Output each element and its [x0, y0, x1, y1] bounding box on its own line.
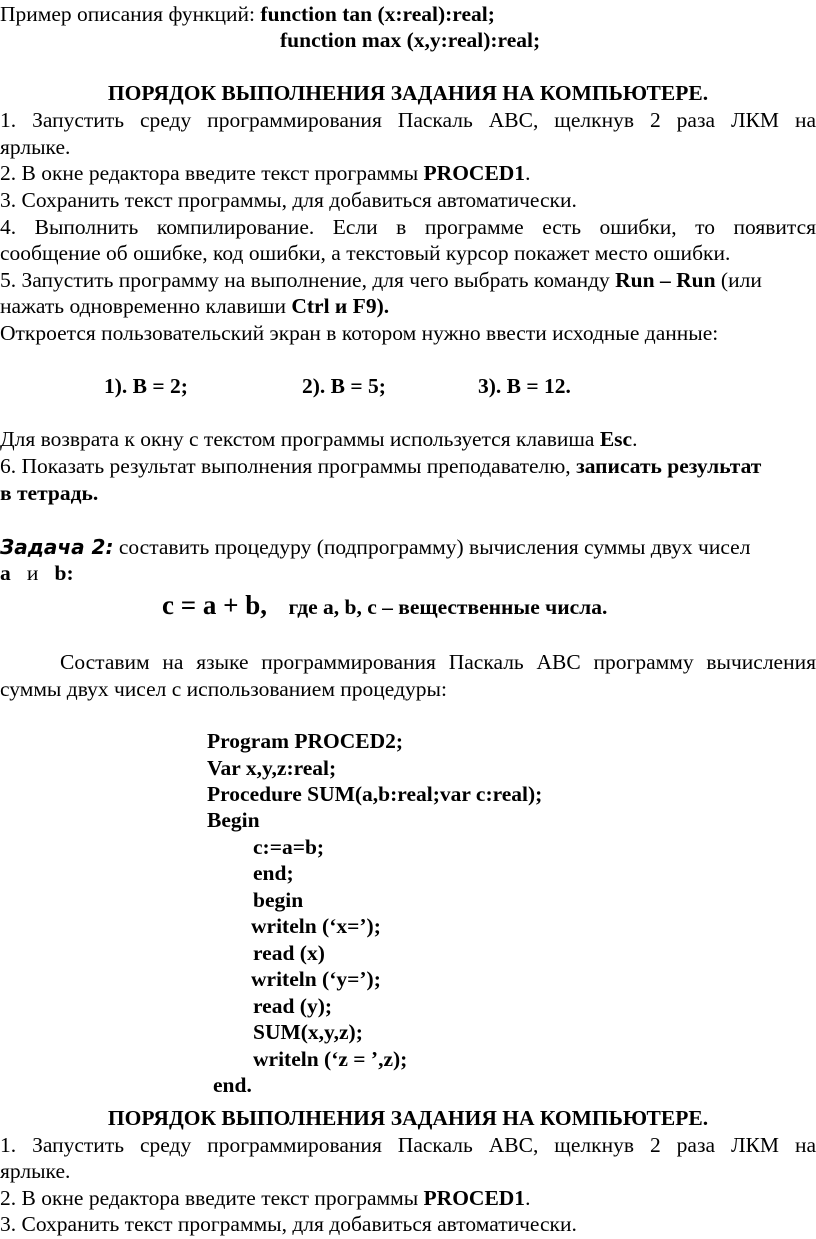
esc-key: Esc — [599, 427, 633, 451]
code-line: writeln (‘x=’); — [251, 914, 381, 938]
step-5-cont: нажать одновременно клавиши Ctrl и F9). — [0, 294, 390, 318]
input-value-3: 3). B = 12. — [478, 374, 571, 398]
code-line: begin — [253, 888, 304, 912]
section-heading-2: ПОРЯДОК ВЫПОЛНЕНИЯ ЗАДАНИЯ НА КОМПЬЮТЕРЕ. — [107, 1106, 709, 1130]
function-max: function max (x,y:real):real; — [280, 28, 541, 52]
code-line: SUM(x,y,z); — [253, 1020, 363, 1044]
intro-prefix: Пример описания функций: — [0, 2, 261, 26]
intro-line — [0, 1, 495, 28]
step-2: 2. В окне редактора введите текст программы PROCED1. — [0, 161, 531, 185]
intro-line-2 — [280, 27, 540, 54]
code-line: Begin — [207, 808, 260, 832]
formula — [162, 592, 607, 621]
program-name: PROCED1 — [423, 1186, 526, 1210]
code-line: end; — [253, 861, 294, 885]
step-1-cont: ярлыке. — [0, 135, 71, 159]
step-1: 1. Запустить среду программирования Паскаль АВС, щелкнув 2 раза ЛКМ на — [0, 1133, 816, 1157]
step-3: 3. Сохранить текст программы, для добавиться автоматически. — [0, 1212, 577, 1236]
function-tan: function tan (x:real):real; — [260, 2, 495, 26]
step-6-cont: в тетрадь. — [0, 481, 99, 505]
paragraph-line-2: суммы двух чисел с использованием процедуры: — [0, 677, 447, 701]
task-2-vars: a и b: — [0, 561, 74, 585]
step-1-cont: ярлыке. — [0, 1159, 71, 1183]
input-value-2: 2). B = 5; — [302, 374, 386, 398]
return-note: Для возврата к окну с текстом программы используется клавиша Esc. — [0, 427, 638, 451]
code-line: Var x,y,z:real; — [207, 756, 337, 780]
code-line: read (x) — [253, 941, 325, 965]
step-2: 2. В окне редактора введите текст программы PROCED1. — [0, 1186, 531, 1210]
screen-note: Откроется пользовательский экран в котором нужно ввести исходные данные: — [0, 321, 719, 345]
input-value-1: 1). B = 2; — [104, 374, 188, 398]
code-line: Procedure SUM(a,b:real;var c:real); — [207, 782, 543, 806]
step-5: 5. Запустить программу на выполнение, для чего выбрать команду Run – Run (или — [0, 268, 762, 292]
hotkeys: Ctrl и F9). — [291, 294, 390, 318]
task-label: Задача 2: — [0, 535, 114, 559]
paragraph-line-1: Составим на языке программирования Паскаль АВС программу вычисления — [60, 650, 816, 674]
code-line: end. — [213, 1073, 252, 1097]
code-line: read (y); — [253, 994, 333, 1018]
section-heading: ПОРЯДОК ВЫПОЛНЕНИЯ ЗАДАНИЯ НА КОМПЬЮТЕРЕ. — [107, 81, 709, 105]
task-2: Задача 2: составить процедуру (подпрограмму) вычисления суммы двух чисел — [0, 535, 751, 559]
run-command: Run – Run — [615, 268, 716, 292]
code-line: writeln (‘y=’); — [251, 967, 381, 991]
step-4-cont: сообщение об ошибке, код ошибки, а текстовый курсор покажет место ошибки. — [0, 241, 731, 265]
code-line: Program PROCED2; — [207, 729, 404, 753]
program-name: PROCED1 — [423, 161, 526, 185]
formula-note: где a, b, c – вещественные числа. — [288, 595, 608, 619]
step-6: 6. Показать результат выполнения программы преподавателю, записать результат — [0, 454, 762, 478]
code-line: writeln (‘z = ’,z); — [253, 1047, 408, 1071]
code-line: c:=a=b; — [253, 835, 325, 859]
step-3: 3. Сохранить текст программы, для добавиться автоматически. — [0, 188, 577, 212]
step-4: 4. Выполнить компилирование. Если в программе есть ошибки, то появится — [0, 215, 816, 239]
step-1: 1. Запустить среду программирования Паскаль АВС, щелкнув 2 раза ЛКМ на — [0, 108, 816, 132]
formula-expression: c = a + b, — [162, 590, 268, 620]
